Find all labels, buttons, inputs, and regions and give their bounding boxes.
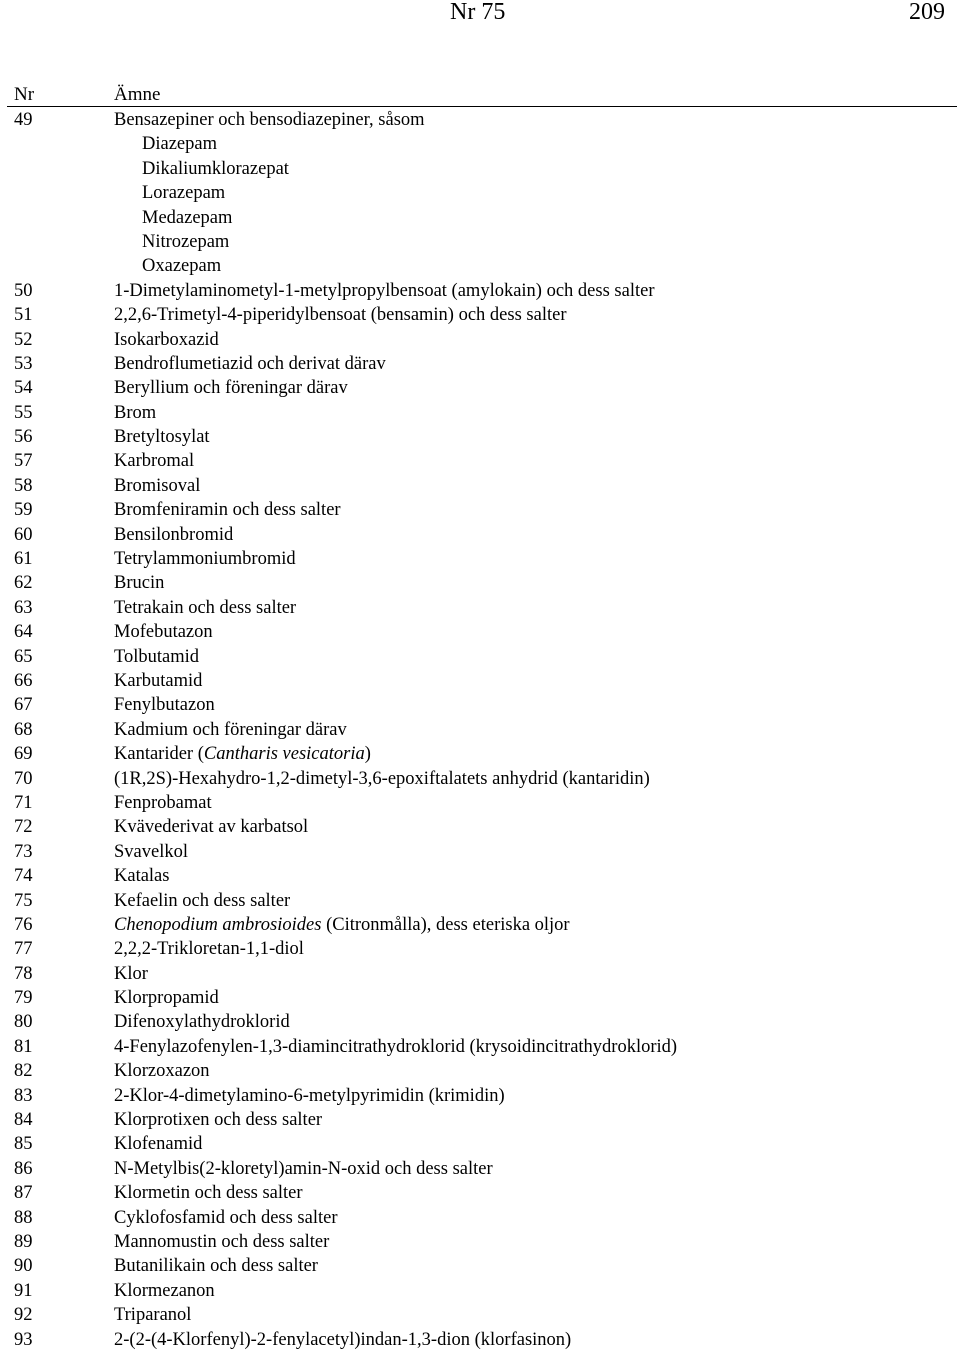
row-number: 49 [14,110,33,130]
row-number: 69 [14,744,33,765]
page-number: 209 [909,0,945,25]
row-substance [142,157,289,181]
row-substance [114,840,188,864]
row-number: 51 [14,305,33,326]
substance-text-part: Mannomustin och dess salter [114,1231,330,1252]
table-row [0,1035,960,1059]
substance-text-part: Bretyltosylat [114,427,210,448]
substance-text-part: Kefaelin och dess salter [114,890,291,911]
table-row [0,1303,960,1327]
substance-text-part: Bensazepiner och bensodiazepiner, såsom [114,110,425,130]
row-substance [114,523,233,547]
row-substance [114,1108,322,1132]
table-row [0,1181,960,1205]
row-substance [114,449,194,473]
table-row [0,352,960,376]
substance-text-part: Cyklofosfamid och dess salter [114,1207,338,1228]
row-number: 65 [14,646,33,667]
substance-text-part: 2,2,6-Trimetyl-4-piperidylbensoat (bensamin) och dess salter [114,305,567,326]
substance-text-part: 4-Fenylazofenylen-1,3-diamincitrathydroklorid (krysoidincitrathydroklorid) [114,1036,678,1057]
substance-text-part: 2-Klor-4-dimetylamino-6-metylpyrimidin (krimidin) [114,1085,505,1106]
substance-text-part: (1R,2S)-Hexahydro-1,2-dimetyl-3,6-epoxiftalatets anhydrid (kantaridin) [114,768,650,789]
row-number: 71 [14,792,33,813]
row-number: 53 [14,353,33,374]
row-substance [114,742,371,766]
row-number: 54 [14,378,33,399]
table-row [0,1254,960,1278]
substance-text-part: Tetrylammoniumbromid [114,549,296,570]
substance-text-part: N-Metylbis(2-kloretyl)amin-N-oxid och dess salter [114,1158,493,1179]
column-header-amne: Ämne [114,84,161,105]
substance-text-part: Medazepam [142,207,233,228]
header-rule [7,106,957,107]
substance-text-part: Triparanol [114,1305,192,1326]
substance-text-part: Fenylbutazon [114,695,215,716]
substance-text-part: 2,2,2-Trikloretan-1,1-diol [114,939,304,960]
substance-text-part: Diazepam [142,134,217,155]
table-row [0,328,960,352]
row-substance [114,596,296,620]
row-number: 57 [14,451,33,472]
row-number: 85 [14,1134,33,1155]
row-number: 79 [14,988,33,1009]
row-substance [114,1181,303,1205]
table-row [0,206,960,230]
substance-text-part: Lorazepam [142,183,226,204]
substance-text-part: Isokarboxazid [114,329,219,350]
row-substance [114,279,654,303]
row-substance [114,1303,191,1327]
substance-text-part: Klorpropamid [114,988,219,1009]
table-row [0,1279,960,1303]
substance-text-part: Tetrakain och dess salter [114,597,297,618]
table-row [0,254,960,278]
row-number: 91 [14,1280,33,1301]
substance-text-part: Beryllium och föreningar därav [114,378,348,399]
table-row [0,596,960,620]
row-number: 72 [14,817,33,838]
substance-text-part: ) [364,744,371,765]
substance-text-part: Klorzoxazon [114,1061,210,1082]
substance-text-part: Klormezanon [114,1280,215,1301]
row-substance [114,815,308,839]
table-row [0,645,960,669]
row-substance [114,791,212,815]
row-substance [114,767,650,791]
row-number: 75 [14,890,33,911]
substance-text-part: Tolbutamid [114,646,200,667]
substance-text-part: Klofenamid [114,1134,203,1155]
table-row [0,669,960,693]
row-substance [114,1157,493,1181]
row-number: 77 [14,939,33,960]
table-row [0,864,960,888]
row-number: 52 [14,329,33,350]
row-substance [142,206,232,230]
row-number: 84 [14,1110,33,1131]
row-number: 80 [14,1012,33,1033]
table-row [0,401,960,425]
row-number: 60 [14,524,33,545]
table-row [0,1328,960,1352]
table-row [0,986,960,1010]
table-row [0,1206,960,1230]
substance-text-part: Mofebutazon [114,622,213,643]
row-number: 87 [14,1183,33,1204]
row-number: 61 [14,549,33,570]
substance-text-part: Kantarider ( [114,744,204,765]
table-row [0,620,960,644]
table-row [0,1010,960,1034]
row-substance [114,620,213,644]
row-number: 81 [14,1036,33,1057]
row-substance [114,376,348,400]
substance-text-part: Dikaliumklorazepat [142,158,289,179]
substance-text-part: Fenprobamat [114,792,212,813]
row-number: 64 [14,622,33,643]
table-row [0,1108,960,1132]
row-number: 93 [14,1329,33,1350]
substance-text-part: Bendroflumetiazid och derivat därav [114,353,386,374]
row-substance [142,230,229,254]
row-number: 82 [14,1061,33,1082]
table-row [0,1157,960,1181]
table-row [0,1132,960,1156]
row-number: 55 [14,402,33,423]
row-number: 89 [14,1231,33,1252]
table-row [0,815,960,839]
row-substance [114,1010,290,1034]
row-substance [114,937,304,961]
row-number: 62 [14,573,33,594]
table-row [0,157,960,181]
row-substance [114,303,566,327]
row-substance [114,498,341,522]
table-row [0,230,960,254]
row-number: 59 [14,500,33,521]
column-header-nr: Nr [14,84,35,105]
table-row [0,1230,960,1254]
table-row [0,718,960,742]
row-substance [114,352,386,376]
substance-text-part: Karbromal [114,451,195,472]
row-substance [114,328,219,352]
row-substance [114,645,199,669]
row-number: 50 [14,280,33,301]
table-row [0,132,960,156]
row-number: 73 [14,841,33,862]
substance-text-part: Kvävederivat av karbatsol [114,817,309,838]
substance-text-part: Brucin [114,573,165,594]
substance-italic-part: Chenopodium ambrosioides [114,914,322,935]
substance-text-part: Butanilikain och dess salter [114,1256,318,1277]
row-number: 56 [14,427,33,448]
row-substance [114,962,148,986]
table-row [0,840,960,864]
substance-text-part: Klorprotixen och dess salter [114,1110,323,1131]
row-substance [114,1059,210,1083]
row-substance [114,864,169,888]
row-substance [114,1230,329,1254]
substance-text-part: Katalas [114,866,170,887]
document-header-title: Nr 75 [450,0,506,25]
substance-italic-part: Cantharis vesicatoria [203,744,365,765]
substance-text-part: Bromfeniramin och dess salter [114,500,341,521]
row-substance [114,1206,338,1230]
table-row [0,498,960,522]
substance-text-part: Klor [114,963,148,984]
substance-table [0,108,960,1352]
row-substance [114,571,164,595]
row-substance [114,1084,505,1108]
substance-text-part: 1-Dimetylaminometyl-1-metylpropylbensoat (amylokain) och dess salter [114,280,655,301]
row-number: 66 [14,670,33,691]
row-substance [114,669,202,693]
table-row [0,1084,960,1108]
row-number: 63 [14,597,33,618]
table-row [0,108,960,132]
table-header [0,84,960,106]
table-row [0,962,960,986]
row-substance [114,425,210,449]
row-number: 74 [14,866,33,887]
row-substance [114,889,290,913]
table-row [0,181,960,205]
table-row [0,937,960,961]
row-number: 76 [14,914,33,935]
substance-text-part: Bromisoval [114,475,201,496]
substance-text-part: 2-(2-(4-Klorfenyl)-2-fenylacetyl)indan-1,3-dion (klorfasinon) [114,1329,572,1350]
row-substance [114,474,200,498]
row-substance [142,132,217,156]
substance-text-part: Svavelkol [114,841,188,862]
substance-text-part: (Citronmålla), dess eteriska oljor [321,914,570,935]
row-substance [114,1328,571,1352]
substance-text-part: Bensilonbromid [114,524,234,545]
substance-text-part: Kadmium och föreningar därav [114,719,347,740]
table-row [0,523,960,547]
row-substance [114,913,570,937]
row-substance [114,108,425,132]
row-number: 92 [14,1305,33,1326]
row-substance [114,1279,215,1303]
row-number: 78 [14,963,33,984]
row-substance [114,1035,677,1059]
row-number: 83 [14,1085,33,1106]
row-substance [114,1132,202,1156]
row-number: 58 [14,475,33,496]
row-number: 88 [14,1207,33,1228]
row-substance [114,401,156,425]
table-row [0,474,960,498]
row-number: 90 [14,1256,33,1277]
table-row [0,767,960,791]
substance-text-part: Difenoxylathydroklorid [114,1012,290,1033]
row-substance [142,254,221,278]
row-number: 67 [14,695,33,716]
table-row [0,376,960,400]
row-substance [114,1254,318,1278]
substance-text-part: Nitrozepam [142,231,230,252]
table-row [0,571,960,595]
substance-text-part: Oxazepam [142,256,222,277]
table-row [0,547,960,571]
table-row [0,693,960,717]
table-row [0,1059,960,1083]
substance-text-part: Karbutamid [114,670,203,691]
row-substance [114,718,347,742]
table-row [0,449,960,473]
row-number: 68 [14,719,33,740]
row-substance [142,181,225,205]
table-row [0,742,960,766]
table-row [0,303,960,327]
table-row [0,279,960,303]
substance-text-part: Klormetin och dess salter [114,1183,303,1204]
row-substance [114,693,215,717]
table-row [0,889,960,913]
row-substance [114,547,296,571]
substance-text-part: Brom [114,402,157,423]
table-row [0,913,960,937]
table-row [0,425,960,449]
row-substance [114,986,219,1010]
table-row [0,791,960,815]
row-number: 86 [14,1158,33,1179]
row-number: 70 [14,768,33,789]
